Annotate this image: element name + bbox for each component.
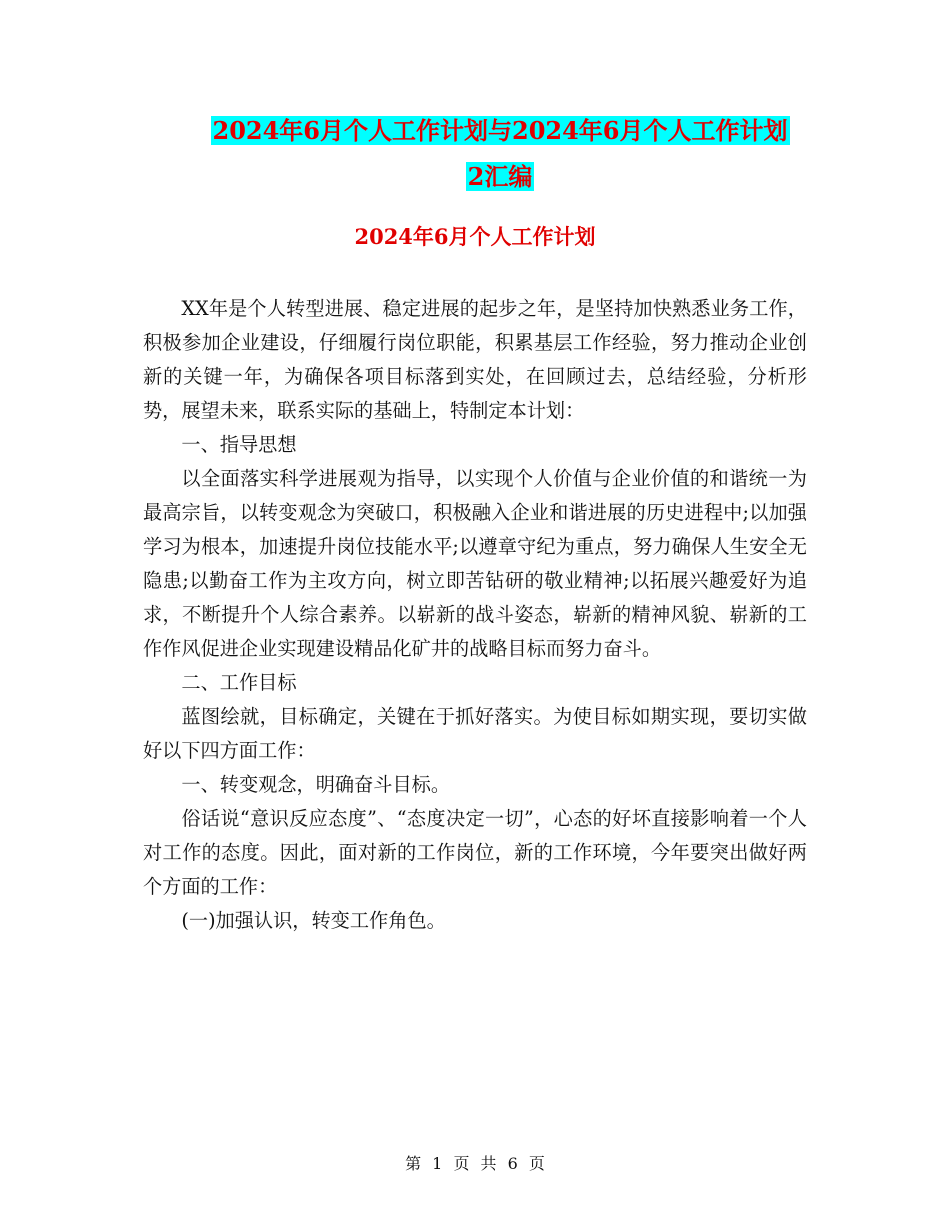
section-title: 2024年6月个人工作计划 [354, 224, 596, 249]
paragraph-intro: XX年是个人转型进展、稳定进展的起步之年，是坚持加快熟悉业务工作，积极参加企业建设，仔细履行岗位职能，积累基层工作经验，努力推动企业创新的关键一年，为确保各项目标落到实处，在回顾过去，总结经验，分析形势，展望未来，联系实际的基础上，特制定本计划： [143, 297, 807, 422]
document-title-line2: 2汇编 [467, 162, 533, 191]
paragraph-change-mindset: 俗话说“意识反应态度”、“态度决定一切”，心态的好坏直接影响着一个人对工作的态度。因此，面对新的工作岗位，新的工作环境，今年要突出做好两个方面的工作： [143, 807, 807, 898]
page-number-footer: 第 1 页 共 6 页 [405, 1154, 545, 1173]
heading-guiding-ideology: 一、指导思想 [181, 433, 297, 456]
document-title-line1: 2024年6月个人工作计划与2024年6月个人工作计划 [212, 116, 788, 145]
heading-work-goals: 二、工作目标 [181, 671, 297, 694]
paragraph-guiding-ideology: 以全面落实科学进展观为指导，以实现个人价值与企业价值的和谐统一为最高宗旨，以转变观念为突破口，积极融入企业和谐进展的历史进程中;以加强学习为根本，加速提升岗位技能水平;以遵章守纪为重点，努力确保人生安全无隐患;以勤奋工作为主攻方向，树立即苦钻研的敬业精神;以拓展兴趣爱好为追求，不断提升个人综合素养。以崭新的战斗姿态，崭新的精神风貌、崭新的工作作风促进企业实现建设精品化矿井的战略目标而努力奋斗。 [143, 467, 807, 660]
paragraph-work-goals: 蓝图绘就，目标确定，关键在于抓好落实。为使目标如期实现，要切实做好以下四方面工作： [143, 705, 807, 762]
heading-strengthen-awareness: (一)加强认识，转变工作角色。 [181, 909, 446, 932]
document-title [140, 108, 860, 200]
heading-change-mindset: 一、转变观念，明确奋斗目标。 [181, 773, 451, 796]
document-body [143, 292, 807, 938]
